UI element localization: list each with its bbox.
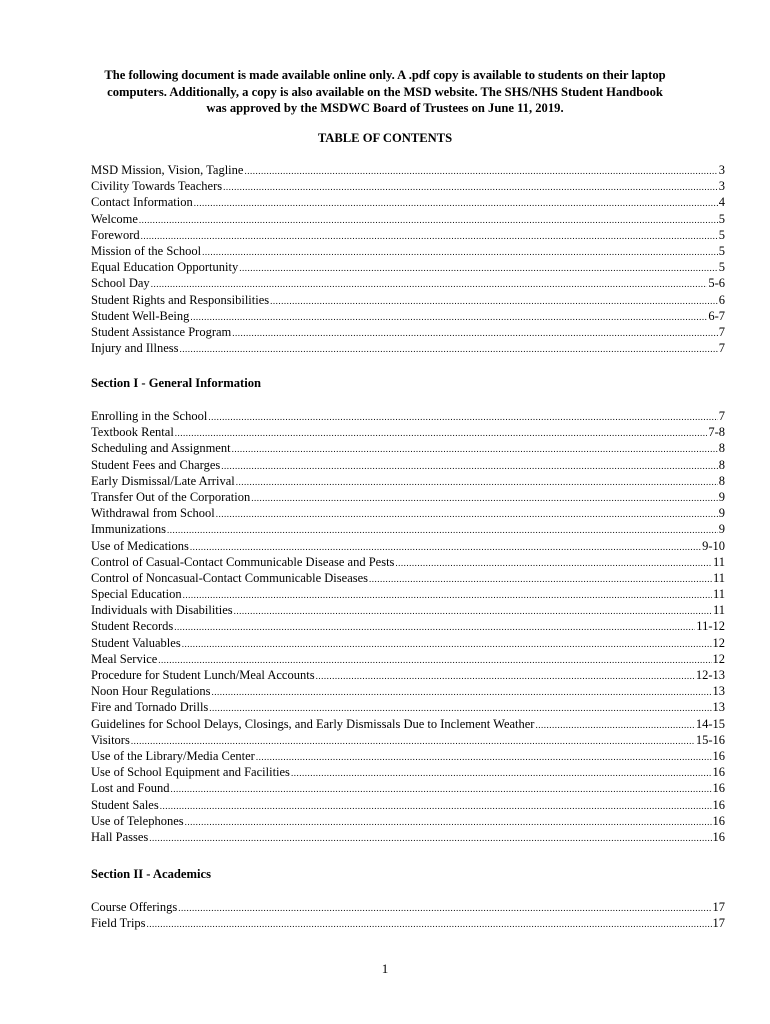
toc-entry-label: Injury and Illness	[91, 341, 179, 356]
dot-leader	[160, 798, 712, 814]
dot-leader	[170, 781, 711, 797]
toc-entry[interactable]	[91, 424, 725, 440]
notice-line-2: computers. Additionally, a copy is also available on the MSD website. The SHS/NHS Student Handbook	[107, 84, 663, 99]
toc-entry-label: Transfer Out of the Corporation	[91, 489, 251, 504]
toc-entry-label: School Day	[91, 276, 150, 291]
dot-leader	[232, 325, 717, 341]
dot-leader	[223, 179, 718, 195]
toc-entry-label: Use of School Equipment and Facilities	[91, 765, 290, 780]
dot-leader	[190, 539, 701, 555]
toc-entry-label: Visitors	[91, 732, 130, 747]
toc-entry-page: 9	[718, 506, 725, 521]
toc-entry[interactable]	[91, 899, 725, 915]
dot-leader	[291, 765, 712, 781]
toc-entry-label: Student Valuables	[91, 635, 181, 650]
dot-leader	[236, 474, 718, 490]
toc-entry[interactable]	[91, 340, 725, 356]
dot-leader	[211, 684, 711, 700]
toc-entry-page: 16	[712, 829, 725, 844]
toc-entry-page: 12-13	[695, 668, 725, 682]
toc-entry[interactable]	[91, 797, 725, 813]
toc-entry[interactable]	[91, 732, 725, 748]
toc-entry-label: Noon Hour Regulations	[91, 684, 211, 699]
toc-section-1-list	[91, 408, 725, 845]
dot-leader	[190, 309, 707, 325]
toc-entry-page: 6	[718, 292, 725, 307]
notice-line-1: The following document is made available online only. A .pdf copy is available to students on their laptop	[104, 68, 666, 82]
toc-entry-page: 5	[718, 211, 725, 226]
toc-entry[interactable]	[91, 813, 725, 829]
toc-entry[interactable]	[91, 651, 725, 667]
toc-entry[interactable]	[91, 489, 725, 505]
toc-entry[interactable]	[91, 162, 725, 178]
dot-leader	[158, 652, 711, 668]
toc-entry-label: Early Dismissal/Late Arrival	[91, 473, 235, 488]
section-2-heading: Section II - Academics	[91, 867, 211, 881]
toc-entry-page: 7-8	[708, 425, 725, 440]
dot-leader	[141, 228, 718, 244]
dot-leader	[239, 260, 718, 276]
toc-entry[interactable]	[91, 259, 725, 275]
toc-entry-page: 12	[712, 635, 725, 650]
page-number: 1	[381, 961, 389, 976]
toc-entry[interactable]	[91, 748, 725, 764]
toc-entry[interactable]	[91, 716, 725, 732]
toc-entry-page: 17	[712, 916, 725, 931]
dot-leader	[369, 571, 712, 587]
toc-entry[interactable]	[91, 538, 725, 554]
toc-entry-page: 8	[718, 473, 725, 488]
dot-leader	[174, 619, 695, 635]
toc-entry-page: 5	[718, 243, 725, 258]
section-1-heading: Section I - General Information	[91, 376, 261, 390]
toc-entry-page: 8	[718, 441, 725, 456]
toc-entry-page: 14-15	[695, 716, 725, 731]
dot-leader	[251, 490, 718, 506]
notice-line-3: was approved by the MSDWC Board of Trustees on June 11, 2019.	[206, 101, 564, 115]
online-notice	[80, 67, 690, 117]
dot-leader	[131, 733, 695, 749]
toc-entry-page: 15-16	[695, 732, 725, 747]
dot-leader	[232, 441, 718, 457]
dot-leader	[149, 830, 711, 846]
toc-entry-page: 13	[712, 684, 725, 699]
toc-entry[interactable]	[91, 915, 725, 931]
toc-entry-label: Equal Education Opportunity	[91, 260, 239, 275]
toc-entry-page: 5	[718, 227, 725, 242]
toc-entry[interactable]	[91, 570, 725, 586]
toc-entry-page: 16	[712, 781, 725, 796]
dot-leader	[270, 293, 718, 309]
toc-entry-page: 7	[718, 341, 725, 356]
toc-entry-label: Guidelines for School Delays, Closings, and Early Dismissals Due to Inclement Weather	[91, 716, 535, 731]
toc-entry-page: 7	[718, 324, 725, 339]
toc-entry[interactable]	[91, 275, 725, 291]
toc-entry-label: Civility Towards Teachers	[91, 179, 223, 194]
toc-entry[interactable]	[91, 505, 725, 521]
toc-entry[interactable]	[91, 227, 725, 243]
toc-entry[interactable]	[91, 602, 725, 618]
toc-entry[interactable]	[91, 699, 725, 715]
dot-leader	[175, 425, 708, 441]
toc-entry-label: Procedure for Student Lunch/Meal Accounts	[91, 668, 315, 682]
toc-entry-page: 3	[718, 163, 725, 177]
toc-entry-label: Use of the Library/Media Center	[91, 748, 255, 763]
toc-entry[interactable]	[91, 473, 725, 489]
toc-entry-label: Use of Telephones	[91, 813, 184, 828]
toc-entry-label: Immunizations	[91, 522, 166, 537]
toc-entry-label: Withdrawal from School	[91, 506, 215, 521]
toc-entry-page: 8	[718, 457, 725, 472]
toc-entry[interactable]	[91, 457, 725, 473]
toc-entry[interactable]	[91, 618, 725, 634]
toc-entry[interactable]	[91, 308, 725, 324]
toc-intro-list	[91, 162, 725, 356]
toc-entry-page: 11	[712, 603, 725, 618]
toc-entry-label: Welcome	[91, 211, 138, 226]
toc-entry-label: Mission of the School	[91, 243, 202, 258]
dot-leader	[183, 587, 712, 603]
toc-entry-label: Student Assistance Program	[91, 324, 232, 339]
toc-entry-label: Student Well-Being	[91, 308, 190, 323]
toc-entry-label: Lost and Found	[91, 781, 170, 796]
toc-entry-page: 11	[712, 570, 725, 585]
toc-entry-label: Enrolling in the School	[91, 409, 208, 423]
dot-leader	[147, 916, 712, 932]
dot-leader	[209, 700, 711, 716]
dot-leader	[185, 814, 712, 830]
toc-entry-label: Student Fees and Charges	[91, 457, 221, 472]
toc-entry-label: Control of Casual-Contact Communicable Disease and Pests	[91, 554, 395, 569]
dot-leader	[194, 195, 718, 211]
dot-leader	[216, 506, 718, 522]
toc-section-2-list	[91, 899, 725, 931]
toc-entry[interactable]	[91, 408, 725, 424]
toc-entry-page: 16	[712, 797, 725, 812]
toc-entry[interactable]	[91, 554, 725, 570]
toc-entry[interactable]	[91, 635, 725, 651]
toc-entry[interactable]	[91, 829, 725, 845]
toc-entry[interactable]	[91, 178, 725, 194]
toc-entry-page: 16	[712, 748, 725, 763]
dot-leader	[256, 749, 712, 765]
toc-entry-page: 13	[712, 700, 725, 715]
toc-entry[interactable]	[91, 521, 725, 537]
dot-leader	[208, 409, 717, 425]
dot-leader	[234, 603, 712, 619]
toc-entry-page: 11	[712, 587, 725, 602]
toc-entry-page: 4	[718, 195, 725, 210]
dot-leader	[221, 458, 717, 474]
dot-leader	[395, 555, 712, 571]
toc-entry-label: Control of Noncasual-Contact Communicable Diseases	[91, 570, 369, 585]
toc-entry[interactable]	[91, 586, 725, 602]
toc-entry-label: Special Education	[91, 587, 182, 602]
toc-entry-label: Student Rights and Responsibilities	[91, 292, 270, 307]
toc-entry-page: 12	[712, 651, 725, 666]
dot-leader	[151, 276, 708, 292]
toc-entry-page: 9-10	[702, 538, 725, 553]
toc-entry[interactable]	[91, 440, 725, 456]
toc-entry-page: 5-6	[708, 276, 725, 291]
toc-entry[interactable]	[91, 292, 725, 308]
dot-leader	[182, 636, 712, 652]
toc-entry-label: Hall Passes	[91, 829, 149, 844]
toc-entry-page: 6-7	[708, 308, 725, 323]
toc-entry-page: 3	[718, 179, 725, 194]
dot-leader	[179, 341, 717, 357]
toc-entry-page: 11-12	[696, 619, 725, 634]
dot-leader	[244, 163, 717, 179]
dot-leader	[535, 717, 694, 733]
toc-entry-label: Foreword	[91, 227, 140, 242]
dot-leader	[178, 900, 711, 916]
toc-entry[interactable]	[91, 324, 725, 340]
toc-entry[interactable]	[91, 764, 725, 780]
toc-entry-label: Fire and Tornado Drills	[91, 700, 209, 715]
toc-entry-label: Field Trips	[91, 916, 146, 931]
toc-entry-label: Use of Medications	[91, 538, 189, 553]
toc-entry-label: Individuals with Disabilities	[91, 603, 233, 618]
toc-entry[interactable]	[91, 667, 725, 683]
toc-entry-page: 16	[712, 765, 725, 780]
toc-entry-label: Course Offerings	[91, 900, 178, 914]
toc-entry-page: 5	[718, 260, 725, 275]
toc-entry-page: 17	[712, 900, 725, 914]
toc-entry[interactable]	[91, 243, 725, 259]
toc-entry-label: Meal Service	[91, 651, 158, 666]
toc-entry-page: 7	[718, 409, 725, 423]
toc-entry[interactable]	[91, 194, 725, 210]
toc-entry-label: MSD Mission, Vision, Tagline	[91, 163, 244, 177]
toc-entry[interactable]	[91, 780, 725, 796]
dot-leader	[139, 212, 718, 228]
dot-leader	[316, 668, 695, 684]
toc-entry[interactable]	[91, 211, 725, 227]
toc-entry-page: 9	[718, 522, 725, 537]
toc-entry-label: Textbook Rental	[91, 425, 174, 440]
toc-entry-page: 11	[712, 554, 725, 569]
toc-entry-label: Contact Information	[91, 195, 193, 210]
toc-entry-label: Student Records	[91, 619, 174, 634]
toc-entry-label: Scheduling and Assignment	[91, 441, 231, 456]
dot-leader	[167, 522, 718, 538]
toc-entry-page: 16	[712, 813, 725, 828]
toc-title: TABLE OF CONTENTS	[317, 131, 453, 145]
toc-entry-page: 9	[718, 489, 725, 504]
dot-leader	[202, 244, 718, 260]
toc-entry-label: Student Sales	[91, 797, 159, 812]
toc-entry[interactable]	[91, 683, 725, 699]
